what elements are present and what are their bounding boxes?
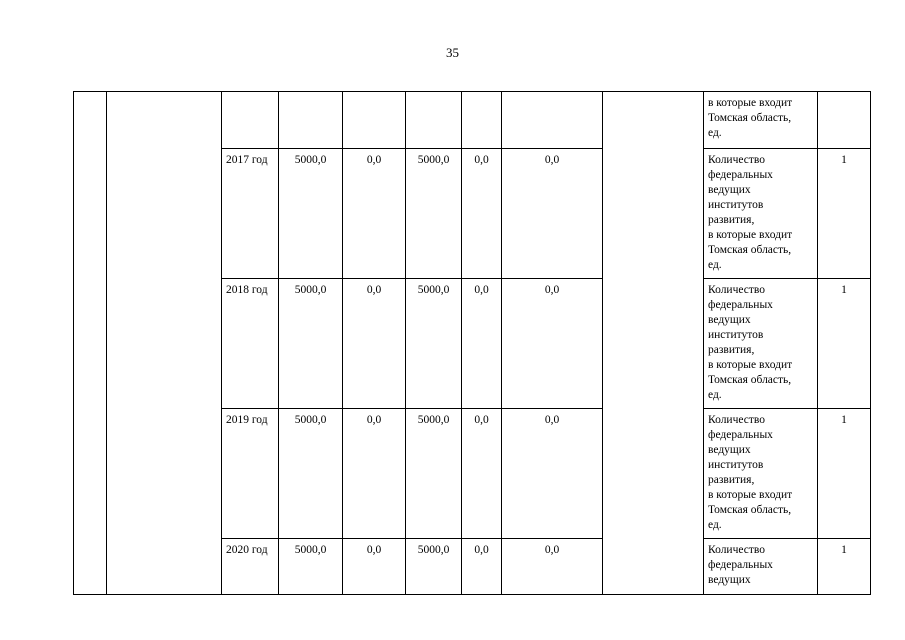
indicator-line: федеральных — [708, 429, 773, 441]
cell-indicator-value: 1 — [818, 149, 871, 279]
cell-year — [222, 92, 279, 149]
cell-number — [74, 92, 107, 595]
cell-executor — [603, 92, 704, 595]
cell-local: 0,0 — [462, 149, 502, 279]
indicator-line: федеральных — [708, 559, 773, 571]
cell-local: 0,0 — [462, 539, 502, 595]
cell-total: 5000,0 — [279, 149, 343, 279]
cell-local: 0,0 — [462, 279, 502, 409]
cell-regional: 5000,0 — [406, 149, 462, 279]
cell-local — [462, 92, 502, 149]
indicator-line: Количество — [708, 544, 765, 556]
indicator-line: Томская область, — [708, 504, 792, 516]
cell-total: 5000,0 — [279, 279, 343, 409]
indicator-line: развития, — [708, 474, 755, 486]
indicator-line: федеральных — [708, 299, 773, 311]
indicator-line: ведущих — [708, 574, 751, 586]
indicator-line: развития, — [708, 214, 755, 226]
indicator-line: ведущих — [708, 314, 751, 326]
indicator-line: Томская область, — [708, 244, 792, 256]
indicator-line: ед. — [708, 127, 722, 139]
cell-total: 5000,0 — [279, 539, 343, 595]
indicator-line: Количество — [708, 414, 765, 426]
cell-other: 0,0 — [502, 279, 603, 409]
indicator-line: ведущих — [708, 184, 751, 196]
cell-indicator — [704, 539, 818, 595]
cell-total — [279, 92, 343, 149]
indicator-line: ед. — [708, 389, 722, 401]
cell-regional: 5000,0 — [406, 539, 462, 595]
cell-federal: 0,0 — [343, 539, 406, 595]
cell-other: 0,0 — [502, 149, 603, 279]
cell-regional: 5000,0 — [406, 409, 462, 539]
cell-regional: 5000,0 — [406, 279, 462, 409]
indicator-line: институтов — [708, 329, 764, 341]
budget-table — [73, 91, 871, 595]
indicator-line: развития, — [708, 344, 755, 356]
cell-year: 2017 год — [222, 149, 279, 279]
indicator-line: в которые входит — [708, 489, 793, 501]
indicator-line: в которые входит — [708, 229, 793, 241]
indicator-line: Количество — [708, 154, 765, 166]
cell-local: 0,0 — [462, 409, 502, 539]
cell-federal: 0,0 — [343, 279, 406, 409]
indicator-line: федеральных — [708, 169, 773, 181]
indicator-line: Количество — [708, 284, 765, 296]
cell-indicator-value: 1 — [818, 409, 871, 539]
cell-year: 2020 год — [222, 539, 279, 595]
cell-indicator-value: 1 — [818, 539, 871, 595]
indicator-line: ведущих — [708, 444, 751, 456]
cell-other: 0,0 — [502, 539, 603, 595]
cell-federal: 0,0 — [343, 409, 406, 539]
cell-indicator — [704, 149, 818, 279]
cell-indicator — [704, 279, 818, 409]
indicator-line: институтов — [708, 199, 764, 211]
cell-indicator — [704, 92, 818, 149]
indicator-line: ед. — [708, 519, 722, 531]
cell-federal: 0,0 — [343, 149, 406, 279]
indicator-line: Томская область, — [708, 374, 792, 386]
indicator-line: институтов — [708, 459, 764, 471]
cell-indicator — [704, 409, 818, 539]
cell-year: 2019 год — [222, 409, 279, 539]
cell-year: 2018 год — [222, 279, 279, 409]
cell-task-name — [107, 92, 222, 595]
cell-other: 0,0 — [502, 409, 603, 539]
cell-other — [502, 92, 603, 149]
indicator-line: в которые входит — [708, 359, 793, 371]
page-number: 35 — [446, 45, 459, 60]
cell-total: 5000,0 — [279, 409, 343, 539]
cell-federal — [343, 92, 406, 149]
table-row-continued — [74, 92, 871, 149]
cell-regional — [406, 92, 462, 149]
cell-indicator-value — [818, 92, 871, 149]
indicator-line: Томская область, — [708, 112, 792, 124]
cell-indicator-value: 1 — [818, 279, 871, 409]
indicator-line: ед. — [708, 259, 722, 271]
indicator-line: в которые входит — [708, 97, 793, 109]
